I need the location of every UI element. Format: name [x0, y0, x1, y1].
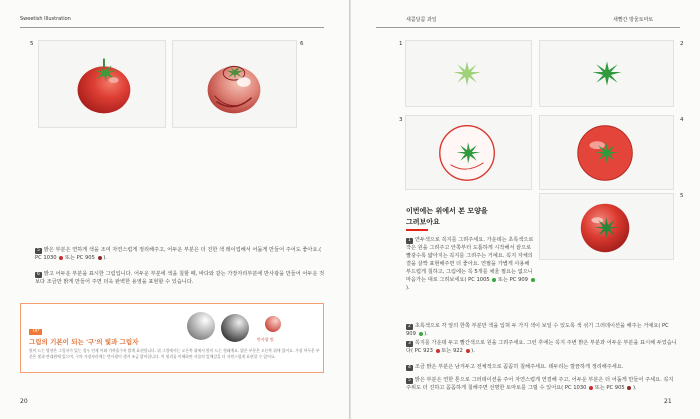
step-badge: 1 [408, 238, 411, 243]
tomato-illustration-step6 [172, 40, 297, 128]
right-step-2-text: 2 초록색으로 각 앞의 한쪽 부분만 색을 입혀 두 가지 색이 보일 수 있도록 색 섞기 그러데이션을 해주는 거예요( PC 909 ). [406, 323, 669, 337]
step-6-text: 6 밝고 어두운 부분을 표시한 그림입니다. 어두운 부분에 색을 칠할 때, 바다와 같는 가장자리부분에 반사광을 만들어 어두운 것보다 조금만 밝게 만들어 주면 더욱 완벽한 용영을 표현할 수 있습니다. [35, 271, 325, 285]
figure-number: 2 [680, 41, 684, 47]
page-number: 21 [664, 398, 672, 405]
header-rule [20, 27, 324, 28]
running-header-title: 새빨간 방울토마토 [613, 17, 654, 23]
tomato-light-shadow-icon [173, 41, 296, 127]
figure-number: 5 [30, 41, 34, 47]
tip-title: 그림의 기본이 되는 '구'의 빛과 그림자 [29, 338, 139, 346]
figure-number: 6 [300, 41, 304, 47]
tomato-step4 [539, 115, 674, 190]
right-step-3-text: 3 꼭지를 가운데 두고 빨간색으로 원을 그려주세요. 그런 후에는 꼭지 주변 밝은 부분과 어두운 부분을 표시해 두었습니다( PC 923 또는 922 ). [406, 340, 677, 354]
step-badge: 5 [37, 248, 40, 253]
tomato-step5 [539, 193, 674, 260]
tomato-illustration-step5 [38, 40, 166, 128]
step-badge: 2 [408, 324, 411, 329]
tip-body: 빛이 드는 방향은 그림자가 있는 경우 언제 이와 가까울수록 밝게 표현합니다. 위 그림에서는 오른쪽 위에서 빛이 드는 형태예요. 밝은 부분은 오른쪽 위에 있어요. 가장 어두운 부분은 빛과 반대편에 있으며, 구의 가장자리에는 반사광이 생겨 조금 밝아집니다. 이 원리를 이해하면 사물의 입체감을 더 자연스럽게 표현할 수 있어요. [29, 348, 320, 359]
subheading-accent-bar [406, 229, 428, 231]
tomato-filled-icon [540, 116, 673, 189]
left-page [0, 0, 349, 419]
tomato-step1 [405, 40, 532, 107]
tip-caption: 반사광 빛 [257, 337, 274, 342]
page-number: 20 [20, 398, 28, 405]
right-step-5-text: 5 밝은 부분은 연한 톤으로 그러데이션을 주어 자연스럽게 연결해 주고, 어두운 부분은 더 어둡게 만들어 주세요. 꼭지 주위도 더 진하고 꼼꼼하게 칠해주면 선명한 토마토를 그릴 수 있어요( PC 1030 또는 PC 905 ). [406, 377, 674, 391]
tomato-shaded-icon [39, 41, 165, 127]
tip-box [20, 303, 324, 373]
step-5-text: 5 밝은 부분은 연하게 색을 조여 자연스럽게 정리해주고, 어두운 부분은 더 진한 색 레이업해서 어둡게 만들어 주어도 좋아요.( PC 1030 또는 PC 905 ). [35, 247, 322, 261]
header-rule [376, 27, 680, 28]
step-badge: 5 [408, 378, 411, 383]
running-header-section: 새콤달콤 과일 [406, 17, 437, 23]
running-header: Sweetish Illustration [20, 16, 71, 22]
figure-number: 5 [680, 193, 684, 199]
figure-number: 1 [399, 41, 403, 47]
tomato-step2 [539, 40, 674, 107]
step-badge: 4 [408, 365, 411, 370]
step-badge: 3 [408, 341, 411, 346]
stem-green-icon [540, 41, 673, 106]
figure-number: 4 [680, 117, 684, 123]
color-swatch-green [531, 278, 535, 282]
tip-tag: TIP [29, 329, 42, 335]
section-subheading: 이번에는 위에서 본 모양을 그려보아요 [406, 207, 488, 226]
sphere-shading-icon [183, 308, 293, 344]
tomato-outline-icon [406, 116, 531, 189]
right-step-4-text: 4 조금 밝은 부분은 남겨두고 전체적으로 꼼꼼히 칠해주세요. 테두리는 깔끔하게 정리해주세요. [408, 364, 624, 370]
right-page [351, 0, 700, 419]
figure-number: 3 [399, 117, 403, 123]
right-step-1-text: 1 연두색으로 꼭지를 그려주세요. 가운데는 초록색으로 작은 원을 그려주고 안쪽부터 도톰하게 시작해서 끝으로 빨갛수록 얇아지는 꼭지를 그려주는 거예요. 꼭지 자체의 결을 살짝 표현해주면 더 좋아요. 연필을 가볍게 사용해 부드럽게 칠하고, 그림에는 꼭 5개를 채울 필요는 없으니 마음가는 대로 그려보세요( PC 1005 또는 PC 909 ). [406, 237, 534, 291]
tomato-final-icon [540, 194, 673, 259]
tomato-step3 [405, 115, 532, 190]
stem-sketch-icon [406, 41, 531, 106]
step-badge: 6 [37, 272, 40, 277]
